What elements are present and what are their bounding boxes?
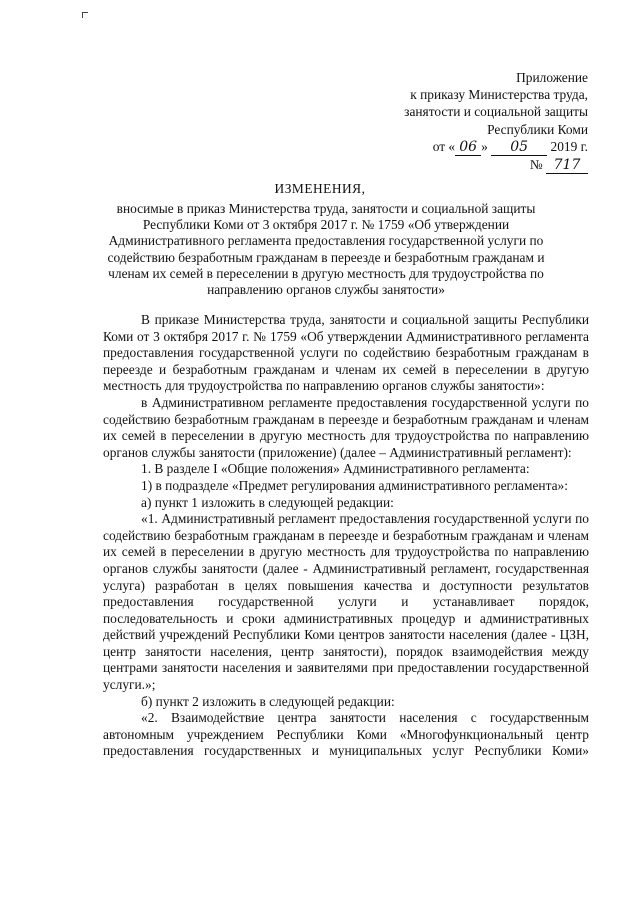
- paragraph-item-a: а) пункт 1 изложить в следующей редакции:: [141, 494, 394, 510]
- scan-corner-mark: [82, 12, 88, 18]
- date-day: 06: [455, 140, 481, 156]
- number-prefix: №: [529, 156, 543, 172]
- document-title: ИЗМЕНЕНИЯ,: [274, 181, 366, 196]
- date-month: 05: [491, 140, 547, 156]
- paragraph-section-1: 1. В разделе I «Общие положения» Административного регламента:: [141, 461, 530, 477]
- republic-name: Республики Коми: [487, 121, 588, 137]
- paragraph-subsection-1: 1) в подразделе «Предмет регулирования административного регламента»:: [141, 477, 568, 493]
- paragraph-item-b: б) пункт 2 изложить в следующей редакции:: [141, 693, 395, 709]
- order-reference: к приказу Министерства труда,: [410, 87, 588, 103]
- ministry-name: занятости и социальной защиты: [404, 104, 588, 120]
- number-value: 717: [546, 158, 588, 174]
- appendix-header: [404, 69, 588, 174]
- order-date: [404, 138, 588, 156]
- date-mid: »: [481, 138, 488, 154]
- date-prefix: от «: [432, 138, 456, 154]
- paragraph-point-1-text: «1. Административный регламент предоставления государственной услуги по содействию безработным гражданам в переезде и безработным гражданам и членам их семей в переселении в другую местность для трудоустройства по направлению органов службы занятости (далее - Административный регламент, государственная услуга) разработан в целях повышения качества и доступности результатов предоставления государственной услуги и устанавливает порядок, последовательность и сроки административных процедур и административных действий учреждений Республики Коми центров занятости населения (далее - ЦЗН, центр занятости населения, центр занятости), порядок взаимодействия между центрами занятости населения и заявителями при предоставлении государственной услуги.»;: [103, 511, 589, 693]
- order-number: [404, 156, 588, 174]
- date-year: 2019 г.: [550, 138, 588, 154]
- paragraph-regulation: в Административном регламенте предоставления государственной услуги по содействию безработным гражданам в переезде и безработным гражданам и членам их семей в переселении в другую местность для трудоустройства по направлению органов службы занятости (приложение) (далее – Административный регламент):: [103, 394, 589, 460]
- paragraph-preamble: В приказе Министерства труда, занятости и социальной защиты Республики Коми от 3 октября 2017 г. № 1759 «Об утверждении Административного регламента предоставления государственной услуги по содействию безработным гражданам в переезде и безработным гражданам и членам их семей в переселении в другую местность для трудоустройства по направлению органов службы занятости»:: [103, 312, 589, 394]
- paragraph-point-2-text: «2. Взаимодействие центра занятости населения с государственным автономным учреждением Республики Коми «Многофункциональный центр предоставления государственных и муниципальных услуг Республики Коми»: [103, 710, 589, 759]
- document-subtitle: вносимые в приказ Министерства труда, занятости и социальной защиты Республики Коми от 3 октября 2017 г. № 1759 «Об утверждении Административного регламента предоставления государственной услуги по содействию безработным гражданам в переезде и безработным гражданам и членам их семей в переселении в другую местность для трудоустройства по направлению органов службы занятости»: [107, 201, 545, 298]
- appendix-label: Приложение: [516, 70, 588, 85]
- document-body: [103, 312, 589, 760]
